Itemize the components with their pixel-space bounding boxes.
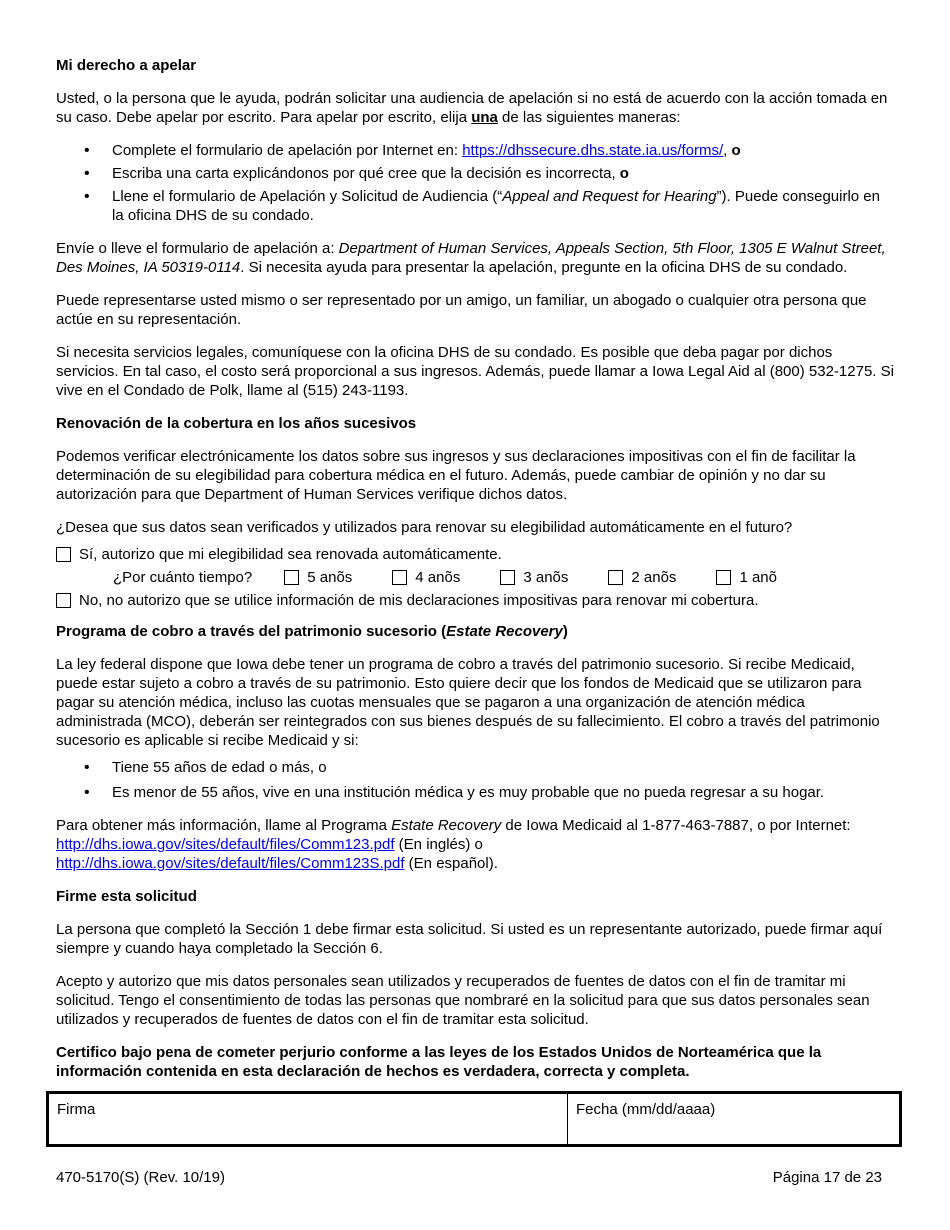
appeal-form-link[interactable]: https://dhssecure.dhs.state.ia.us/forms/ [462, 142, 724, 159]
estate-spanish-link[interactable]: http://dhs.iowa.gov/sites/default/files/Comm123S.pdf [56, 855, 405, 872]
signature-table [46, 1091, 902, 1147]
renewal-no-checkbox[interactable] [56, 593, 71, 608]
renewal-paragraph: Podemos verificar electrónicamente los datos sobre sus ingresos y sus declaraciones impositivas con el fin de facilitar la determinación de su elegibilidad para cobertura médica en el futuro. Además, puede cambiar de opinión y no dar su autorización para que Department of Human Services verifique dichos datos. [56, 448, 856, 503]
estate-recovery-paragraph: La ley federal dispone que Iowa debe tener un programa de cobro a través del patrimonio sucesorio. Si recibe Medicaid, puede estar sujeto a cobro a través de su patrimonio. Esto quiere decir que los fondos de Medicaid que se utilizaron para pagar su atención médica, incluso las cuotas mensuales que se pagaron a una organización de atención médica administrada (MCO), deberán ser reintegrados con sus bienes después de su fallecimiento. El cobro a través del patrimonio sucesorio es aplicable si recibe Medicaid y si: [56, 656, 880, 749]
years-3-checkbox[interactable] [500, 570, 515, 585]
page-footer [56, 1168, 882, 1187]
years-option-3: 3 anõs [500, 568, 568, 587]
list-item: • Llene el formulario de Apelación y Solicitud de Audiencia (“Appeal and Request for Hearing”). Puede conseguirlo en la oficina DHS de su condado. [56, 187, 894, 225]
sign-paragraph-2: Acepto y autorizo que mis datos personales sean utilizados y recuperados de fuentes de datos con el fin de tramitar mi solicitud. Tengo el consentimiento de todas las personas que nombraré en la solicitud para que sus datos personales sean utilizados y recuperados de fuentes de datos con el fin de tramitar esta solicitud. [56, 973, 870, 1028]
page-number: Página 17 de 23 [772, 1169, 882, 1186]
appeal-heading: Mi derecho a apelar [56, 57, 197, 74]
renewal-years-row: ¿Por cuánto tiempo? 5 anõs 4 anõs 3 anõs 2 anõs 1 anõ [113, 569, 777, 586]
signature-field[interactable]: Firma [49, 1094, 568, 1144]
years-2-checkbox[interactable] [608, 570, 623, 585]
appeal-address: Department of Human Services, Appeals Section, 5th Floor, 1305 E Walnut Street, Des Moines, IA 50319-0114 [56, 240, 886, 276]
estate-recovery-heading: Programa de cobro a través del patrimonio sucesorio (Estate Recovery) [56, 623, 568, 640]
list-item: • Escriba una carta explicándonos por qué cree que la decisión es incorrecta, o [56, 164, 894, 183]
years-5-checkbox[interactable] [284, 570, 299, 585]
renewal-yes-checkbox[interactable] [56, 547, 71, 562]
renewal-question: ¿Desea que sus datos sean verificados y utilizados para renovar su elegibilidad automáticamente en el futuro? [56, 519, 793, 536]
appeal-options-list [56, 141, 894, 225]
years-option-2: 2 anõs [608, 568, 676, 587]
years-option-4: 4 anõs [392, 568, 460, 587]
sign-heading: Firme esta solicitud [56, 888, 197, 905]
representation-paragraph: Puede representarse usted mismo o ser representado por un amigo, un familiar, un abogado o cualquier otra persona que actúe en su representación. [56, 292, 867, 328]
list-item: • Tiene 55 años de edad o más, o [56, 758, 894, 777]
list-item: • Complete el formulario de apelación por Internet en: https://dhssecure.dhs.state.ia.us/forms/, o [56, 141, 894, 160]
estate-english-link[interactable]: http://dhs.iowa.gov/sites/default/files/Comm123.pdf [56, 836, 395, 853]
sign-paragraph-1: La persona que completó la Sección 1 debe firmar esta solicitud. Si usted es un representante autorizado, puede firmar aquí siempre y cuando haya completado la Sección 6. [56, 921, 883, 957]
certification-statement: Certifico bajo pena de cometer perjurio conforme a las leyes de los Estados Unidos de Norteamérica que la información contenida en esta declaración de hechos es verdadera, correcta y completa. [56, 1044, 822, 1080]
estate-conditions-list [56, 758, 894, 802]
appeal-intro: Usted, o la persona que le ayuda, podrán solicitar una audiencia de apelación si no está de acuerdo con la acción tomada en su caso. Debe apelar por escrito. Para apelar por escrito, elija una de las siguientes maneras: [56, 90, 888, 126]
document-page [56, 56, 894, 1081]
renewal-yes-option: Sí, autorizo que mi elegibilidad sea renovada automáticamente. [56, 545, 894, 564]
legal-services-paragraph: Si necesita servicios legales, comuníquese con la oficina DHS de su condado. Es posible que deba pagar por dichos servicios. En tal caso, el costo será proporcional a sus ingresos. Además, puede llamar a Iowa Legal Aid al (800) 532-1275. Si vive en el Condado de Polk, llame al (515) 243-1193. [56, 344, 894, 399]
renewal-no-option: No, no autorizo que se utilice información de mis declaraciones impositivas para renovar mi cobertura. [56, 591, 894, 610]
list-item: • Es menor de 55 años, vive en una institución médica y es muy probable que no pueda regresar a su hogar. [56, 783, 894, 802]
years-4-checkbox[interactable] [392, 570, 407, 585]
appeal-address-paragraph: Envíe o lleve el formulario de apelación a: Department of Human Services, Appeals Section, 5th Floor, 1305 E Walnut Street, Des Moines, IA 50319-0114. Si necesita ayuda para presentar la apelación, pregunte en la oficina DHS de su condado. [56, 240, 886, 276]
years-option-5: 5 anõs [284, 568, 352, 587]
years-option-1: 1 anõ [716, 568, 777, 587]
renewal-heading: Renovación de la cobertura en los años sucesivos [56, 415, 417, 432]
estate-info-paragraph: Para obtener más información, llame al Programa Estate Recovery de Iowa Medicaid al 1-877-463-7887, o por Internet: http://dhs.iowa.gov/sites/default/files/Comm123.pdf (En inglés) o http://dhs.iowa.gov/sites/default/files/Comm123S.pdf (En español). [56, 817, 851, 872]
date-field[interactable]: Fecha (mm/dd/aaaa) [576, 1101, 716, 1118]
form-id: 470-5170(S) (Rev. 10/19) [56, 1169, 225, 1186]
years-1-checkbox[interactable] [716, 570, 731, 585]
